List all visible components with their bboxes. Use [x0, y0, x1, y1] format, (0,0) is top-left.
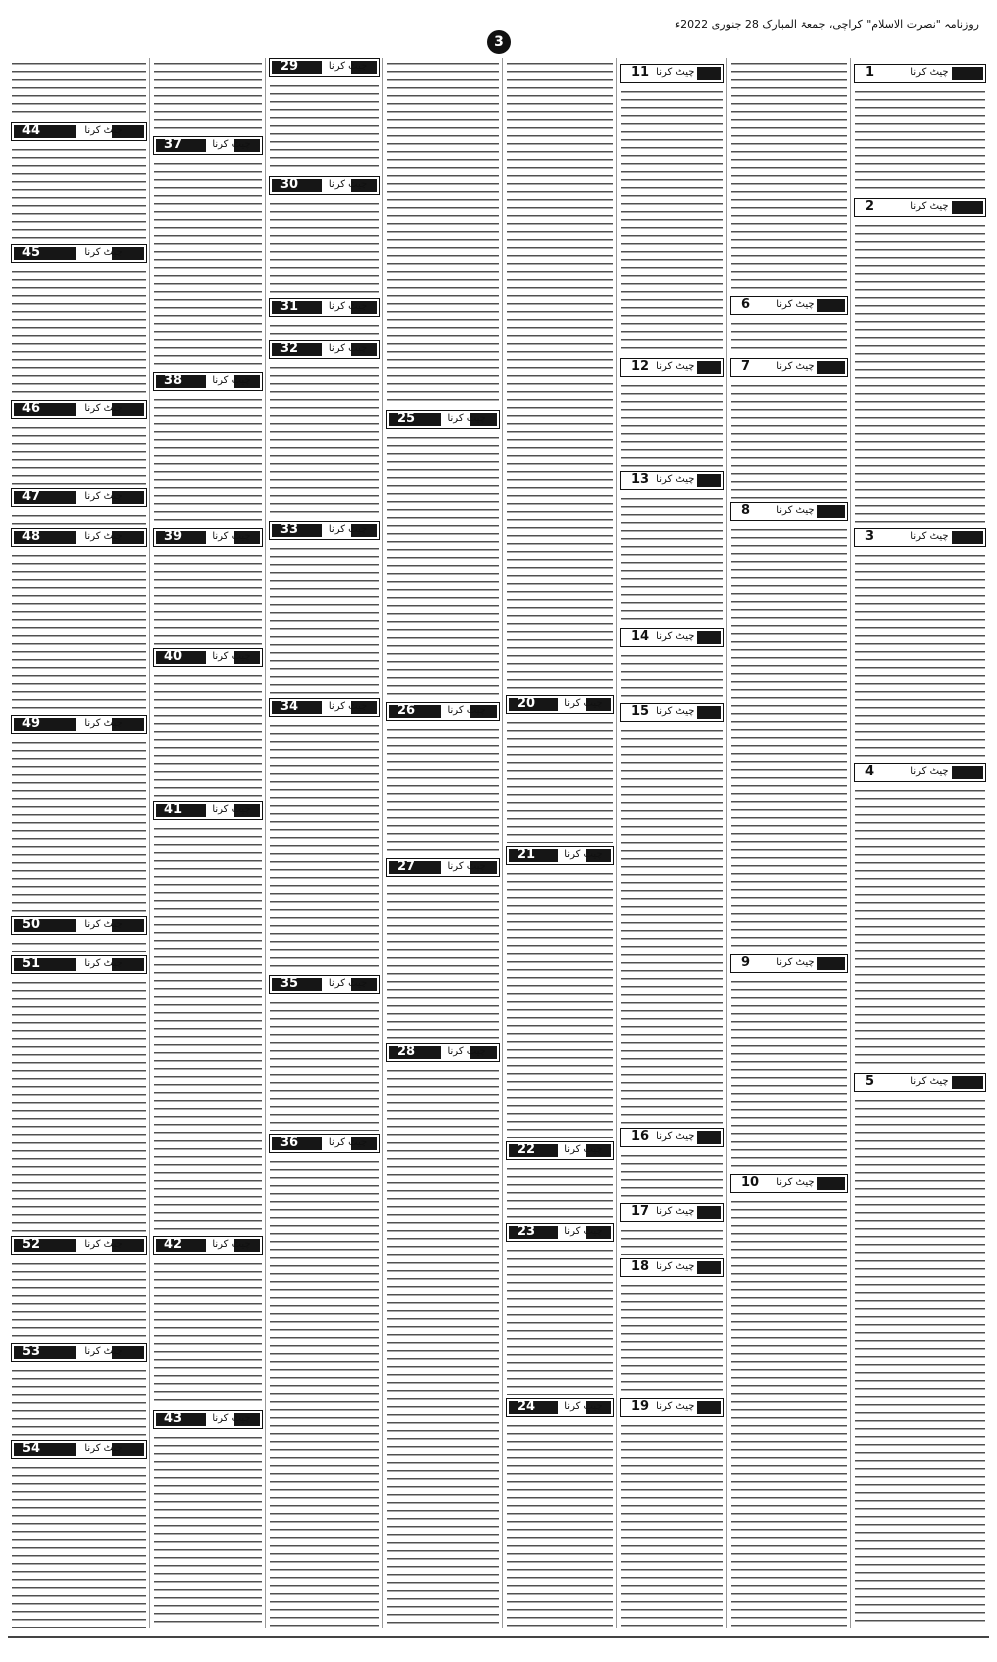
section-header-46	[11, 400, 147, 419]
section-label: چیٹ کرنا	[776, 299, 815, 310]
article-text-block	[617, 1420, 727, 1628]
section-label: چیٹ کرنا	[564, 849, 603, 860]
section-header-41	[153, 801, 263, 820]
section-header-36	[269, 1134, 380, 1153]
newspaper-title: روزنامہ "نصرت الاسلام" کراچی، جمعۃ المبارک 28 جنوری 2022ء	[674, 18, 979, 31]
section-number: 3	[865, 529, 875, 544]
section-label: چیٹ کرنا	[776, 957, 815, 968]
column-3	[616, 58, 727, 1628]
section-label: چیٹ کرنا	[656, 1131, 695, 1142]
section-header-27	[386, 858, 500, 877]
section-label: چیٹ کرنا	[212, 804, 251, 815]
section-number: 41	[164, 802, 183, 817]
section-number: 7	[741, 359, 751, 374]
section-header-16	[620, 1128, 724, 1147]
section-header-45	[11, 244, 147, 263]
section-header-33	[269, 521, 380, 540]
header-bar	[817, 1177, 845, 1190]
section-label: چیٹ کرنا	[776, 1177, 815, 1188]
footer-rule	[8, 1636, 989, 1638]
section-label: چیٹ کرنا	[564, 1401, 603, 1412]
section-number: 6	[741, 297, 751, 312]
section-label: چیٹ کرنا	[328, 301, 368, 312]
section-header-1	[854, 64, 986, 83]
section-number: 54	[22, 1441, 41, 1456]
article-text-block	[851, 86, 989, 195]
section-label: چیٹ کرنا	[84, 531, 123, 542]
article-text-block	[851, 785, 989, 1070]
section-label: چیٹ کرنا	[328, 1137, 368, 1148]
section-header-43	[153, 1410, 263, 1429]
section-number: 30	[280, 177, 299, 192]
section-number: 32	[280, 341, 299, 356]
section-header-24	[506, 1398, 614, 1417]
article-text-block	[503, 868, 617, 1138]
section-label: چیٹ کرنا	[212, 1413, 251, 1424]
article-text-block	[266, 198, 383, 295]
header-bar	[952, 766, 983, 779]
header-bar	[952, 531, 983, 544]
section-label: چیٹ کرنا	[447, 413, 486, 424]
section-number: 38	[164, 373, 183, 388]
section-label: چیٹ کرنا	[212, 531, 251, 542]
article-text-block	[8, 550, 150, 712]
section-label: چیٹ کرنا	[84, 491, 123, 502]
section-number: 5	[865, 1074, 875, 1089]
section-header-25	[386, 410, 500, 429]
section-header-9	[730, 954, 848, 973]
section-label: چیٹ کرنا	[776, 361, 815, 372]
article-text-block	[8, 422, 150, 485]
column-7	[149, 58, 266, 1628]
section-label: چیٹ کرنا	[212, 375, 251, 386]
article-text-block	[8, 977, 150, 1233]
header-bar	[952, 201, 983, 214]
section-label: چیٹ کرنا	[656, 1261, 695, 1272]
section-number: 25	[397, 411, 416, 426]
article-text-block	[8, 1258, 150, 1340]
section-header-20	[506, 695, 614, 714]
section-label: چیٹ کرنا	[84, 1346, 123, 1357]
section-label: چیٹ کرنا	[656, 1206, 695, 1217]
section-label: چیٹ کرنا	[84, 125, 123, 136]
section-number: 23	[517, 1224, 536, 1239]
header-number-box	[733, 957, 777, 970]
section-number: 39	[164, 529, 183, 544]
article-text-block	[617, 86, 727, 355]
column-1	[850, 58, 989, 1628]
section-label: چیٹ کرنا	[656, 1401, 695, 1412]
article-text-block	[150, 58, 266, 133]
section-number: 1	[865, 65, 875, 80]
header-bar	[697, 67, 721, 80]
column-8	[8, 58, 150, 1628]
section-number: 50	[22, 917, 41, 932]
article-text-block	[266, 320, 383, 337]
article-text-block	[617, 1280, 727, 1395]
section-label: چیٹ کرنا	[84, 1239, 123, 1250]
section-header-48	[11, 528, 147, 547]
header-bar	[952, 67, 983, 80]
section-label: چیٹ کرنا	[656, 631, 695, 642]
article-text-block	[266, 1156, 383, 1628]
article-text-block	[8, 1462, 150, 1628]
section-header-38	[153, 372, 263, 391]
section-number: 14	[631, 629, 650, 644]
article-text-block	[150, 550, 266, 645]
section-header-50	[11, 916, 147, 935]
article-text-block	[266, 997, 383, 1131]
section-header-7	[730, 358, 848, 377]
article-text-block	[8, 737, 150, 913]
section-label: چیٹ کرنا	[656, 67, 695, 78]
section-label: چیٹ کرنا	[910, 67, 949, 78]
section-header-28	[386, 1043, 500, 1062]
article-text-block	[8, 266, 150, 397]
article-text-block	[503, 58, 617, 692]
section-number: 18	[631, 1259, 650, 1274]
section-header-3	[854, 528, 986, 547]
section-number: 2	[865, 199, 875, 214]
article-text-block	[851, 1095, 989, 1628]
section-label: چیٹ کرنا	[328, 179, 368, 190]
article-text-block	[727, 318, 851, 355]
header-number-box	[733, 299, 777, 312]
section-header-17	[620, 1203, 724, 1222]
article-text-block	[727, 976, 851, 1171]
section-label: چیٹ کرنا	[910, 531, 949, 542]
article-text-block	[727, 1196, 851, 1628]
section-number: 27	[397, 859, 416, 874]
column-6	[265, 58, 383, 1628]
article-text-block	[266, 362, 383, 518]
section-label: چیٹ کرنا	[84, 247, 123, 258]
section-number: 31	[280, 299, 299, 314]
section-number: 10	[741, 1175, 760, 1190]
article-text-block	[617, 650, 727, 700]
section-header-23	[506, 1223, 614, 1242]
section-label: چیٹ کرنا	[564, 698, 603, 709]
section-header-32	[269, 340, 380, 359]
section-number: 44	[22, 123, 41, 138]
section-header-34	[269, 698, 380, 717]
section-number: 42	[164, 1237, 183, 1252]
header-bar	[697, 706, 721, 719]
article-text-block	[383, 1065, 503, 1628]
column-5	[382, 58, 503, 1628]
article-text-block	[617, 1150, 727, 1200]
header-bar	[697, 361, 721, 374]
header-bar	[697, 1131, 721, 1144]
header-bar	[697, 1401, 721, 1414]
section-label: چیٹ کرنا	[910, 766, 949, 777]
section-header-6	[730, 296, 848, 315]
header-bar	[817, 505, 845, 518]
section-header-15	[620, 703, 724, 722]
section-header-35	[269, 975, 380, 994]
section-number: 24	[517, 1399, 536, 1414]
section-label: چیٹ کرنا	[84, 958, 123, 969]
section-header-42	[153, 1236, 263, 1255]
section-number: 11	[631, 65, 650, 80]
section-number: 15	[631, 704, 650, 719]
section-number: 34	[280, 699, 299, 714]
section-header-13	[620, 471, 724, 490]
article-text-block	[727, 524, 851, 951]
section-label: چیٹ کرنا	[564, 1226, 603, 1237]
article-text-block	[727, 58, 851, 293]
section-header-4	[854, 763, 986, 782]
section-number: 40	[164, 649, 183, 664]
article-text-block	[150, 158, 266, 369]
article-text-block	[617, 493, 727, 625]
article-text-block	[503, 1245, 617, 1395]
article-text-block	[150, 1258, 266, 1407]
article-text-block	[383, 58, 503, 407]
section-label: چیٹ کرنا	[328, 701, 368, 712]
section-label: چیٹ کرنا	[564, 1144, 603, 1155]
article-text-block	[266, 720, 383, 972]
section-header-37	[153, 136, 263, 155]
article-text-block	[150, 823, 266, 1233]
section-number: 53	[22, 1344, 41, 1359]
section-number: 49	[22, 716, 41, 731]
section-number: 19	[631, 1399, 650, 1414]
section-label: چیٹ کرنا	[656, 361, 695, 372]
section-number: 47	[22, 489, 41, 504]
section-number: 4	[865, 764, 875, 779]
section-label: چیٹ کرنا	[84, 403, 123, 414]
section-number: 45	[22, 245, 41, 260]
header-number-box	[733, 505, 777, 518]
header-bar	[817, 361, 845, 374]
section-label: چیٹ کرنا	[910, 1076, 949, 1087]
section-number: 52	[22, 1237, 41, 1252]
section-label: چیٹ کرنا	[212, 1239, 251, 1250]
section-number: 12	[631, 359, 650, 374]
section-header-31	[269, 298, 380, 317]
header-bar	[697, 631, 721, 644]
section-header-30	[269, 176, 380, 195]
section-label: چیٹ کرنا	[212, 139, 251, 150]
section-header-26	[386, 702, 500, 721]
section-label: چیٹ کرنا	[84, 1443, 123, 1454]
section-number: 46	[22, 401, 41, 416]
section-header-40	[153, 648, 263, 667]
masthead	[0, 0, 997, 60]
section-label: چیٹ کرنا	[328, 343, 368, 354]
section-header-22	[506, 1141, 614, 1160]
section-number: 26	[397, 703, 416, 718]
section-number: 22	[517, 1142, 536, 1157]
article-text-block	[8, 1365, 150, 1437]
header-bar	[697, 1206, 721, 1219]
header-bar	[697, 1261, 721, 1274]
section-number: 33	[280, 522, 299, 537]
article-text-block	[851, 550, 989, 760]
section-number: 43	[164, 1411, 183, 1426]
section-label: چیٹ کرنا	[84, 718, 123, 729]
article-text-block	[503, 717, 617, 843]
section-number: 51	[22, 956, 41, 971]
article-text-block	[383, 432, 503, 699]
article-text-block	[617, 1225, 727, 1255]
header-bar	[817, 957, 845, 970]
article-text-block	[503, 1420, 617, 1628]
section-header-51	[11, 955, 147, 974]
section-label: چیٹ کرنا	[328, 978, 368, 989]
section-label: چیٹ کرنا	[212, 651, 251, 662]
section-label: چیٹ کرنا	[328, 61, 368, 72]
article-text-block	[8, 144, 150, 241]
article-text-block	[383, 724, 503, 855]
column-4	[502, 58, 617, 1628]
section-header-44	[11, 122, 147, 141]
section-label: چیٹ کرنا	[656, 474, 695, 485]
section-label: چیٹ کرنا	[656, 706, 695, 717]
section-label: چیٹ کرنا	[910, 201, 949, 212]
section-header-8	[730, 502, 848, 521]
header-bar	[952, 1076, 983, 1089]
section-header-53	[11, 1343, 147, 1362]
article-text-block	[617, 725, 727, 1125]
article-text-block	[150, 1432, 266, 1628]
article-text-block	[851, 220, 989, 525]
section-header-11	[620, 64, 724, 83]
header-number-box	[733, 361, 777, 374]
section-number: 20	[517, 696, 536, 711]
section-header-49	[11, 715, 147, 734]
article-text-block	[617, 380, 727, 468]
article-text-block	[266, 543, 383, 695]
article-text-block	[383, 880, 503, 1040]
section-number: 17	[631, 1204, 650, 1219]
section-number: 37	[164, 137, 183, 152]
section-label: چیٹ کرنا	[776, 505, 815, 516]
article-text-block	[150, 394, 266, 525]
section-header-29	[269, 58, 380, 77]
article-text-block	[8, 58, 150, 119]
section-number: 16	[631, 1129, 650, 1144]
page-number-badge: 3	[487, 30, 511, 54]
section-number: 8	[741, 503, 751, 518]
section-header-2	[854, 198, 986, 217]
section-number: 21	[517, 847, 536, 862]
section-header-5	[854, 1073, 986, 1092]
section-label: چیٹ کرنا	[328, 524, 368, 535]
column-2	[726, 58, 851, 1628]
section-number: 35	[280, 976, 299, 991]
section-label: چیٹ کرنا	[447, 705, 486, 716]
section-header-12	[620, 358, 724, 377]
article-text-block	[8, 510, 150, 525]
article-text-block	[8, 938, 150, 952]
section-number: 9	[741, 955, 751, 970]
section-label: چیٹ کرنا	[84, 919, 123, 930]
section-header-19	[620, 1398, 724, 1417]
header-bar	[697, 474, 721, 487]
section-header-18	[620, 1258, 724, 1277]
section-label: چیٹ کرنا	[447, 861, 486, 872]
section-header-52	[11, 1236, 147, 1255]
section-number: 36	[280, 1135, 299, 1150]
section-header-54	[11, 1440, 147, 1459]
section-header-10	[730, 1174, 848, 1193]
section-header-47	[11, 488, 147, 507]
section-header-14	[620, 628, 724, 647]
section-header-39	[153, 528, 263, 547]
article-text-block	[266, 80, 383, 173]
section-number: 28	[397, 1044, 416, 1059]
header-bar	[817, 299, 845, 312]
section-label: چیٹ کرنا	[447, 1046, 486, 1057]
article-text-block	[150, 670, 266, 798]
section-header-21	[506, 846, 614, 865]
section-number: 29	[280, 59, 299, 74]
article-text-block	[503, 1163, 617, 1220]
article-text-block	[727, 380, 851, 499]
section-number: 13	[631, 472, 650, 487]
section-number: 48	[22, 529, 41, 544]
